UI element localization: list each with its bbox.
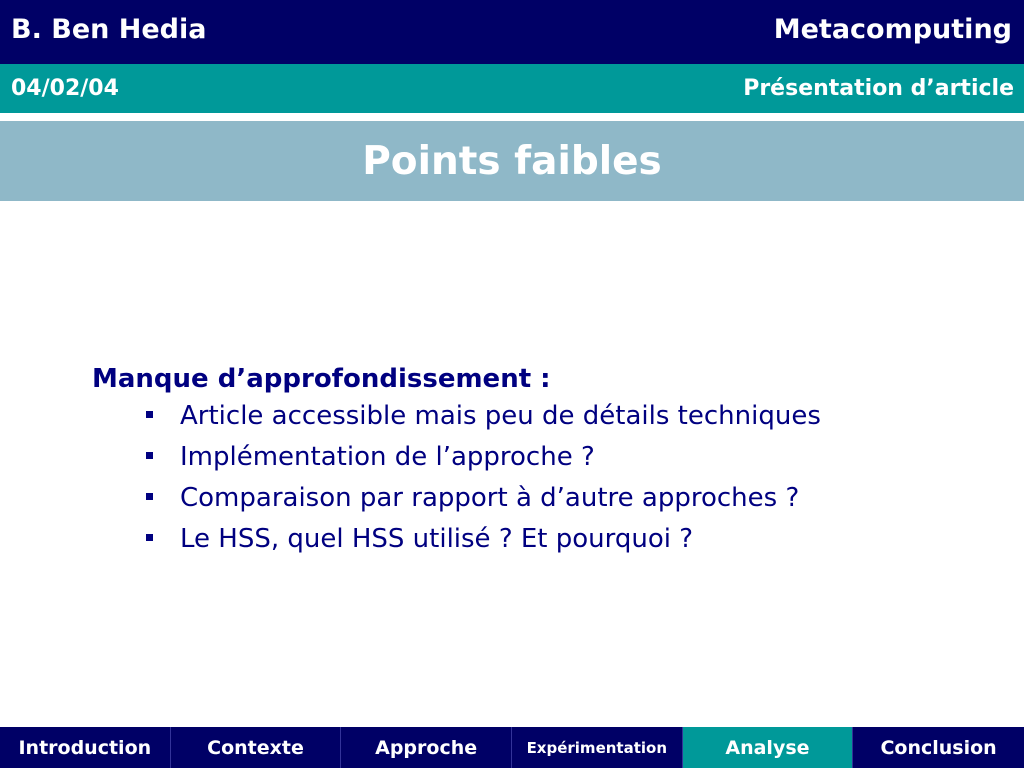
nav-introduction[interactable]: Introduction (0, 727, 171, 768)
course-title: Metacomputing (773, 14, 1012, 45)
square-bullet-icon (146, 493, 153, 500)
nav-analyse[interactable]: Analyse (683, 727, 854, 768)
slide-title: Points faibles (362, 138, 662, 184)
square-bullet-icon (146, 534, 153, 541)
section-heading: Manque d’approfondissement : (92, 364, 551, 394)
slide-title-band (0, 121, 1024, 201)
presentation-subtitle: Présentation d’article (743, 76, 1014, 101)
presentation-date: 04/02/04 (11, 76, 119, 101)
bullet-text: Comparaison par rapport à d’autre approches ? (180, 483, 800, 513)
slide-content (92, 364, 992, 565)
nav-experimentation[interactable]: Expérimentation (512, 727, 683, 768)
bullet-text: Le HSS, quel HSS utilisé ? Et pourquoi ? (180, 524, 694, 554)
bullet-item (92, 483, 992, 524)
bullet-item (92, 401, 992, 442)
subheader-bar (0, 64, 1024, 113)
bullet-list (92, 401, 992, 565)
nav-contexte[interactable]: Contexte (171, 727, 342, 768)
bullet-text: Implémentation de l’approche ? (180, 442, 595, 472)
header-bar (0, 0, 1024, 64)
nav-conclusion[interactable]: Conclusion (880, 736, 997, 759)
bullet-item (92, 524, 992, 565)
nav-approche[interactable]: Approche (341, 727, 512, 768)
square-bullet-icon (146, 411, 153, 418)
bullet-text: Article accessible mais peu de détails techniques (180, 401, 821, 431)
square-bullet-icon (146, 452, 153, 459)
author-name: B. Ben Hedia (11, 14, 207, 45)
section-nav (0, 727, 1024, 768)
bullet-item (92, 442, 992, 483)
